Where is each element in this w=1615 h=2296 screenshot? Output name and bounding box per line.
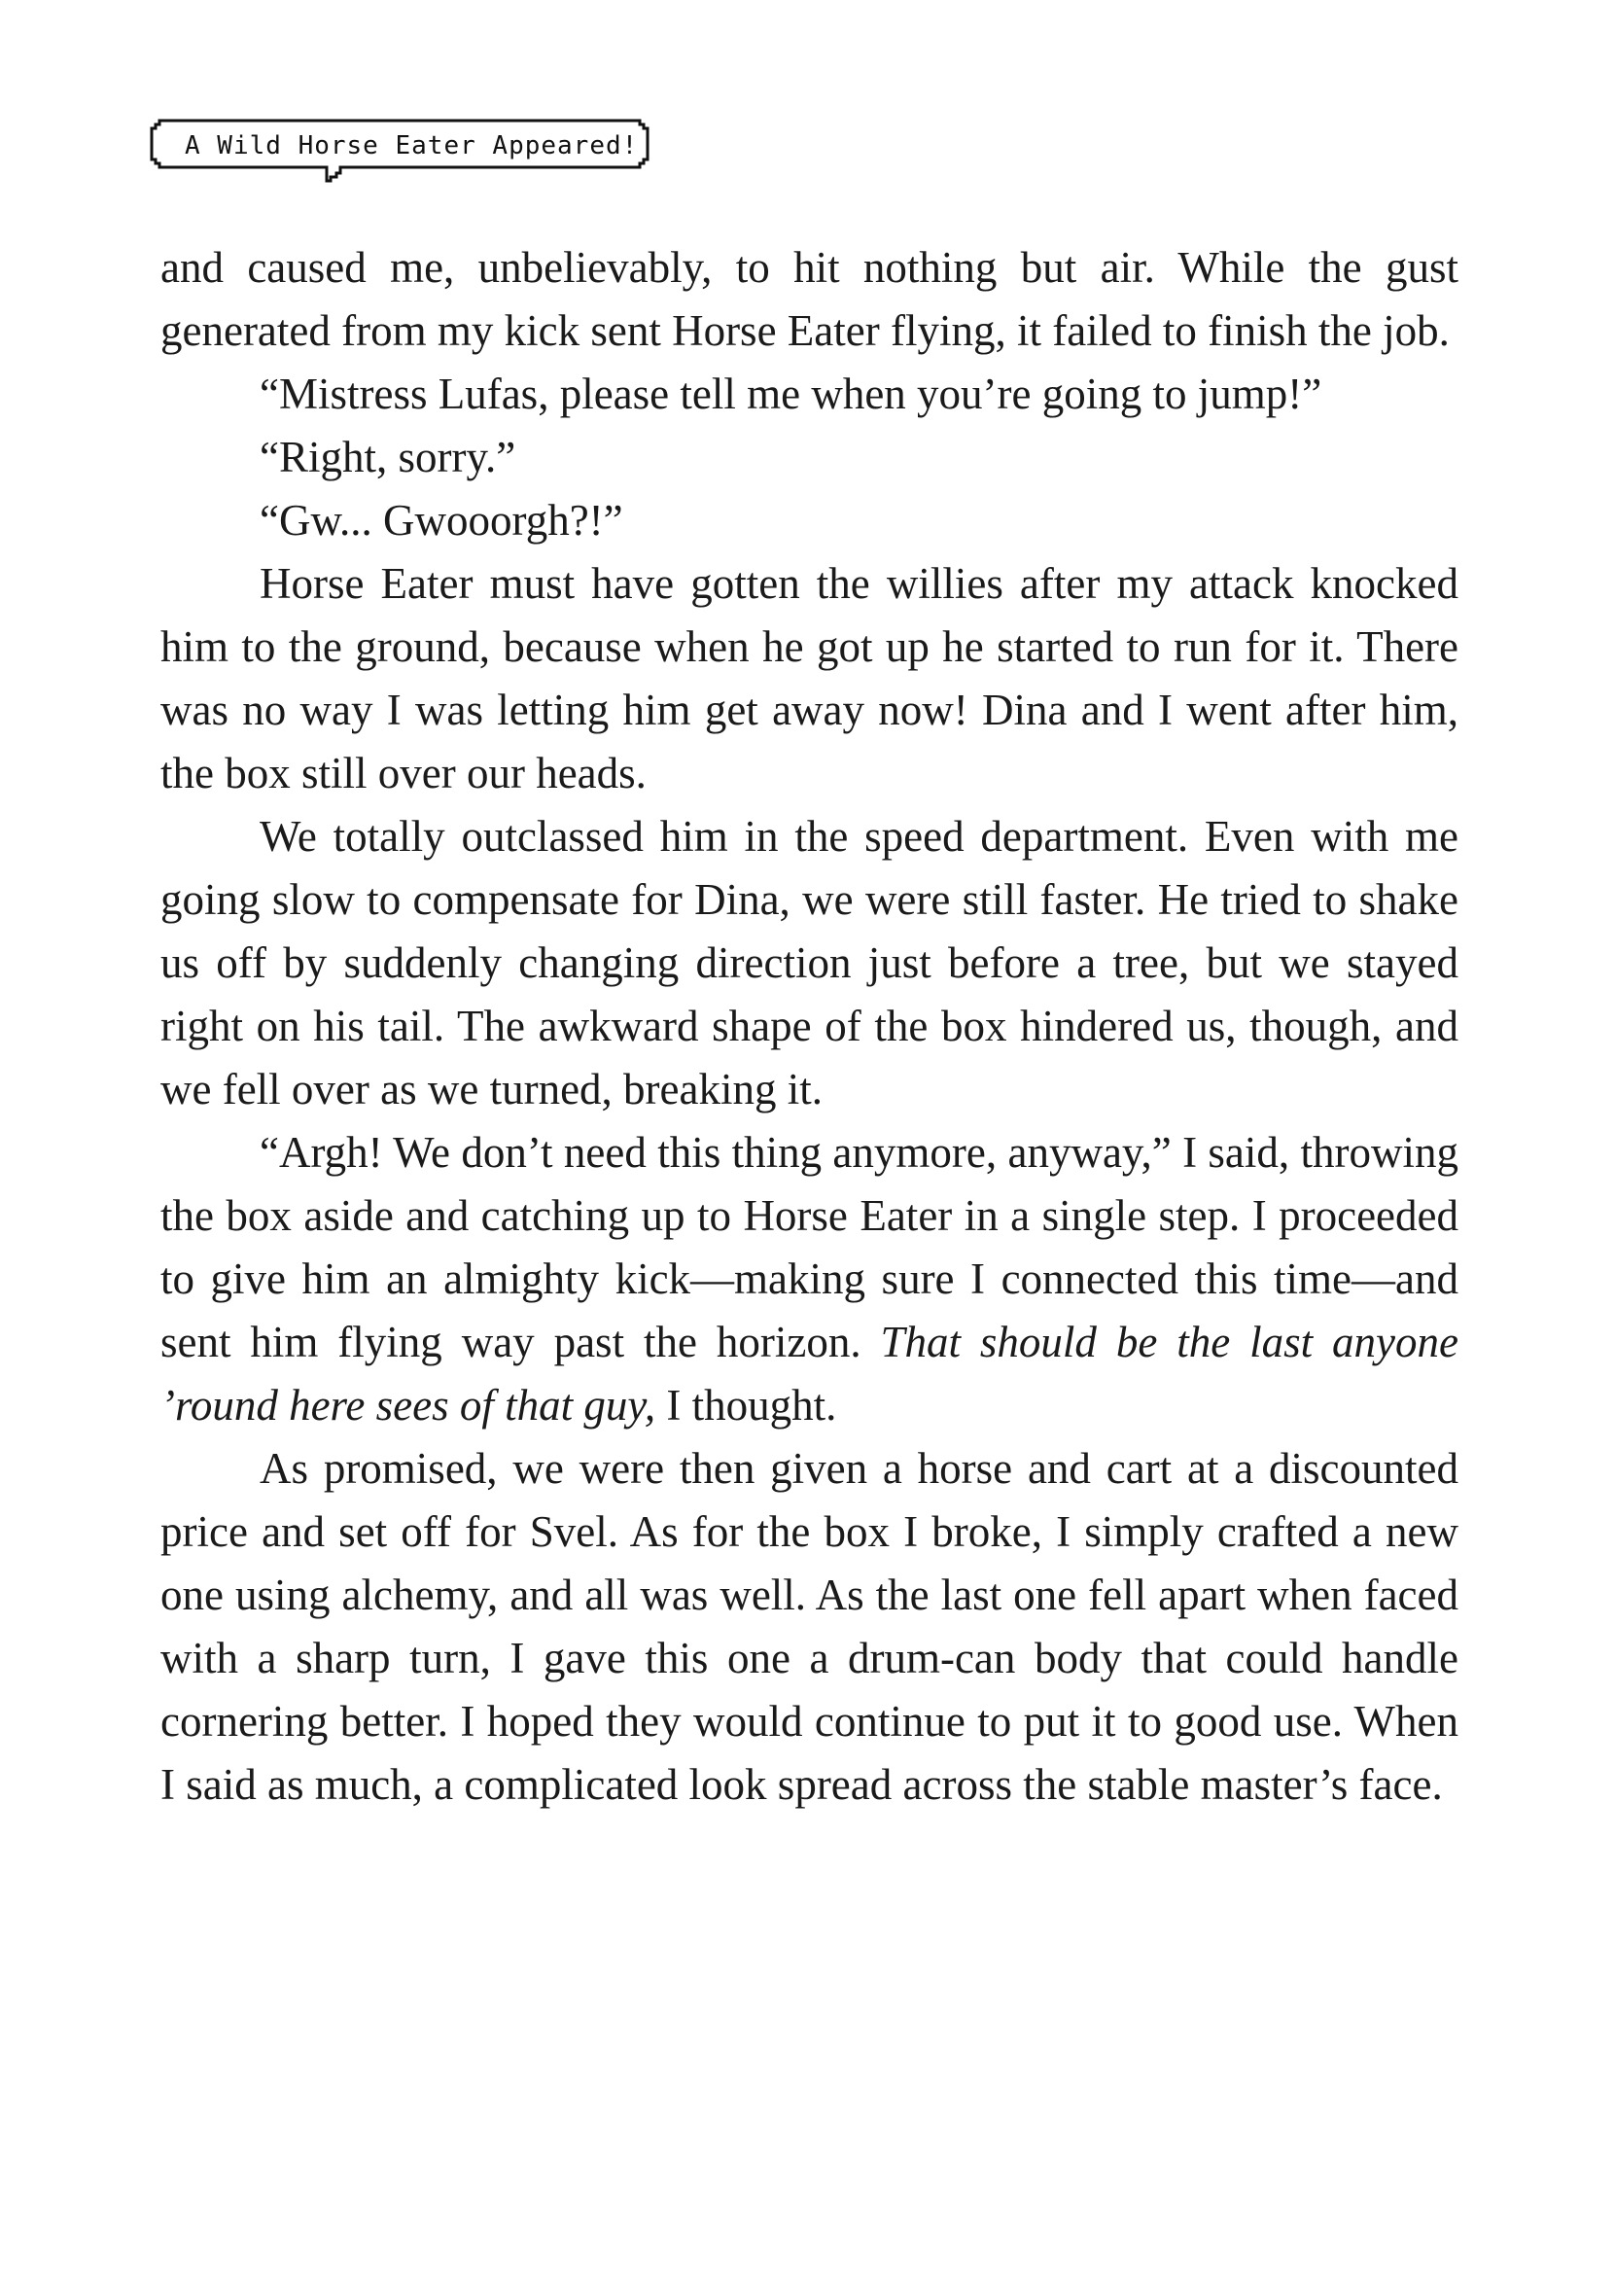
italic-thought: That should be the last anyone ’round here sees of that guy, xyxy=(160,1318,1458,1430)
chapter-header-badge xyxy=(146,115,653,189)
paragraph: As promised, we were then given a horse and cart at a discounted price and set off for Svel. As for the box I broke, I simply crafted a new one using alchemy, and all was well. As the last one fell apart when faced with a sharp turn, I gave this one a drum-can body that could handle cornering better. I hoped they would continue to put it to good use. When I said as much, a complicated look spread across the stable master’s face. xyxy=(160,1444,1458,1809)
paragraph xyxy=(160,1121,1458,1437)
paragraph: Horse Eater must have gotten the willies after my attack knocked him to the ground, because when he got up he started to run for it. There was no way I was letting him get away now! Dina and I went after him, the box still over our heads. xyxy=(160,559,1458,797)
paragraph: We totally outclassed him in the speed department. Even with me going slow to compensate for Dina, we were still faster. He tried to shake us off by suddenly changing direction just before a tree, but we stayed right on his tail. The awkward shape of the box hindered us, though, and we fell over as we turned, breaking it. xyxy=(160,812,1458,1113)
body-text xyxy=(160,236,1458,1817)
paragraph: and caused me, unbelievably, to hit nothing but air. While the gust generated from my kick sent Horse Eater flying, it failed to finish the job. xyxy=(160,243,1458,355)
paragraph: “Mistress Lufas, please tell me when you’re going to jump!” xyxy=(260,370,1322,418)
paragraph: “Gw... Gwooorgh?!” xyxy=(260,496,623,545)
paragraph: “Right, sorry.” xyxy=(260,433,516,481)
paragraph-text: “Argh! We don’t need this thing anymore, anyway,” I said, throwing the box aside and catching up to Horse Eater in a single step. I proceeded to give him an almighty kick—making sure I connected this time—and sent him flying way past the horizon. xyxy=(160,1128,1458,1366)
chapter-title: A Wild Horse Eater Appeared! xyxy=(185,131,639,160)
paragraph-text-tail: I thought. xyxy=(655,1381,837,1430)
